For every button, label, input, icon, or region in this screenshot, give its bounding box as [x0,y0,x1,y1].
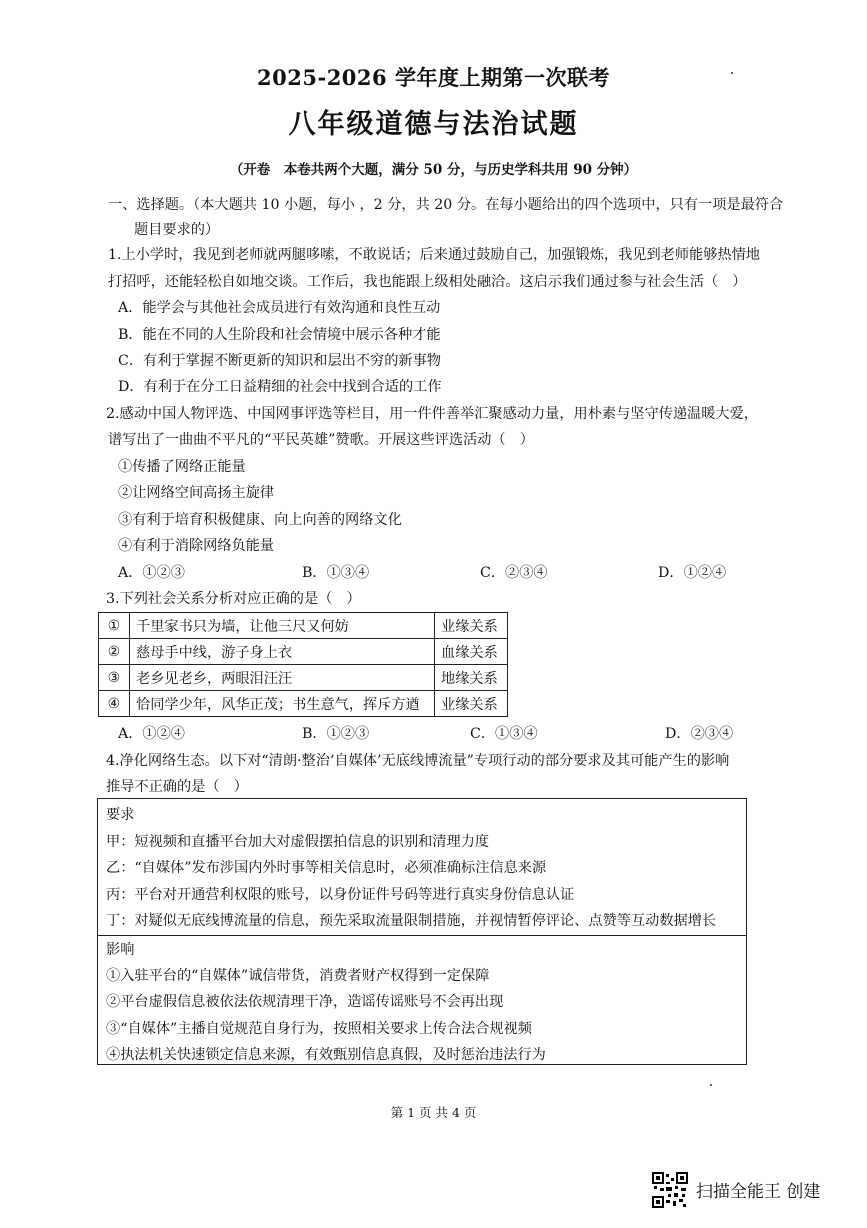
exam-title: 2025-2026 学年度上期第一次联考 [257,65,610,90]
row-quote: 老乡见老乡，两眼泪汪汪 [130,665,435,691]
exam-note: （开卷 本卷共两个大题，满分 50 分，与历史学科共用 90 分钟） [229,162,638,178]
q2-option-b: B．①③④ [302,565,370,581]
page-number: 第 1 页 共 4 页 [390,1105,477,1120]
q1-stem-line1: 1.上小学时，我见到老师就两腿哆嗦，不敢说话；后来通过鼓励自己，加强锻炼，我见到老师能够热情地 [108,247,760,263]
section-intro-line1: 一、选择题。（本大题共 10 小题，每小 ，2 分，共 20 分。在每小题给出的四个选项中，只有一项是最符合 [108,197,784,213]
row-number: ④ [99,691,130,717]
row-quote: 恰同学少年，风华正茂；书生意气，挥斥方遒 [130,691,435,717]
scan-speck [731,72,733,74]
q3-stem: 3.下列社会关系分析对应正确的是（ ） [106,591,361,607]
q1-option-d: D．有利于在分工日益精细的社会中找到合适的工作 [118,379,442,395]
q1-stem-line2: 打招呼，还能轻松自如地交谈。工作后，我也能跟上级相处融洽。这启示我们通过参与社会生活（ ） [108,274,747,290]
row-number: ① [99,613,130,639]
box-divider [98,935,746,936]
requirement-item: 乙：“自媒体”发布涉国内外时事等相关信息时，必须准确标注信息来源 [106,860,547,876]
q2-statement-2: ②让网络空间高扬主旋律 [118,485,275,501]
row-relation: 血缘关系 [435,639,508,665]
scan-speck [710,1084,712,1086]
qr-code-icon [652,1172,688,1208]
q1-option-a: A．能学会与其他社会成员进行有效沟通和良性互动 [118,300,441,316]
row-relation: 业缘关系 [435,691,508,717]
table-row [99,613,508,639]
table-row [99,691,508,717]
q3-option-a: A．①②④ [118,726,185,742]
q2-option-a: A．①②③ [118,565,185,581]
requirements-heading: 要求 [106,807,135,823]
q1-option-c: C．有利于掌握不断更新的知识和层出不穷的新事物 [118,353,441,369]
row-number: ② [99,639,130,665]
effect-item: ③“自媒体”主播自觉规范自身行为，按照相关要求上传合法合规视频 [106,1021,532,1037]
q4-requirements-box [97,798,747,1065]
table-row [99,639,508,665]
q4-stem-line2: 推导不正确的是（ ） [106,779,248,795]
effects-heading: 影响 [106,942,135,958]
q1-option-b: B．能在不同的人生阶段和社会情境中展示各种才能 [118,327,441,343]
requirement-item: 丙：平台对开通营利权限的账号，以身份证件号码等进行真实身份信息认证 [106,887,575,903]
q3-option-b: B．①②③ [302,726,370,742]
row-relation: 业缘关系 [435,613,508,639]
q2-statement-4: ④有利于消除网络负能量 [118,538,275,554]
q2-option-d: D．①②④ [658,565,727,581]
section-intro-line2: 题目要求的） [134,222,220,238]
q2-option-c: C．②③④ [480,565,548,581]
exam-subject: 八年级道德与法治试题 [288,109,579,140]
q3-option-d: D．②③④ [665,726,734,742]
table-row [99,665,508,691]
row-quote: 千里家书只为墙，让他三尺又何妨 [130,613,435,639]
scanner-watermark: 扫描全能王 创建 [696,1182,821,1202]
q2-stem-line1: 2.感动中国人物评选、中国网事评选等栏目，用一件件善举汇聚感动力量，用朴素与坚守传递温暖大爱， [106,406,758,422]
row-number: ③ [99,665,130,691]
row-quote: 慈母手中线，游子身上衣 [130,639,435,665]
q2-stem-line2: 谱写出了一曲曲不平凡的“平民英雄”赞歌。开展这些评选活动（ ） [108,432,534,448]
effect-item: ④执法机关快速锁定信息来源，有效甄别信息真假，及时惩治违法行为 [106,1047,546,1063]
effect-item: ②平台虚假信息被依法依规清理干净，造谣传谣账号不会再出现 [106,994,504,1010]
q3-relation-table [98,612,508,717]
q4-stem-line1: 4.净化网络生态。以下对“清朗·整治‘自媒体’无底线博流量”专项行动的部分要求及其可能产生的影响 [106,753,730,769]
requirement-item: 丁：对疑似无底线博流量的信息，预先采取流量限制措施，并视情暂停评论、点赞等互动数据增长 [106,913,717,929]
row-relation: 地缘关系 [435,665,508,691]
q3-option-c: C．①③④ [470,726,538,742]
q2-statement-3: ③有利于培育积极健康、向上向善的网络文化 [118,512,402,528]
effect-item: ①入驻平台的“自媒体”诚信带货，消费者财产权得到一定保障 [106,968,490,984]
requirement-item: 甲：短视频和直播平台加大对虚假摆拍信息的识别和清理力度 [106,834,490,850]
q2-statement-1: ①传播了网络正能量 [118,459,246,475]
